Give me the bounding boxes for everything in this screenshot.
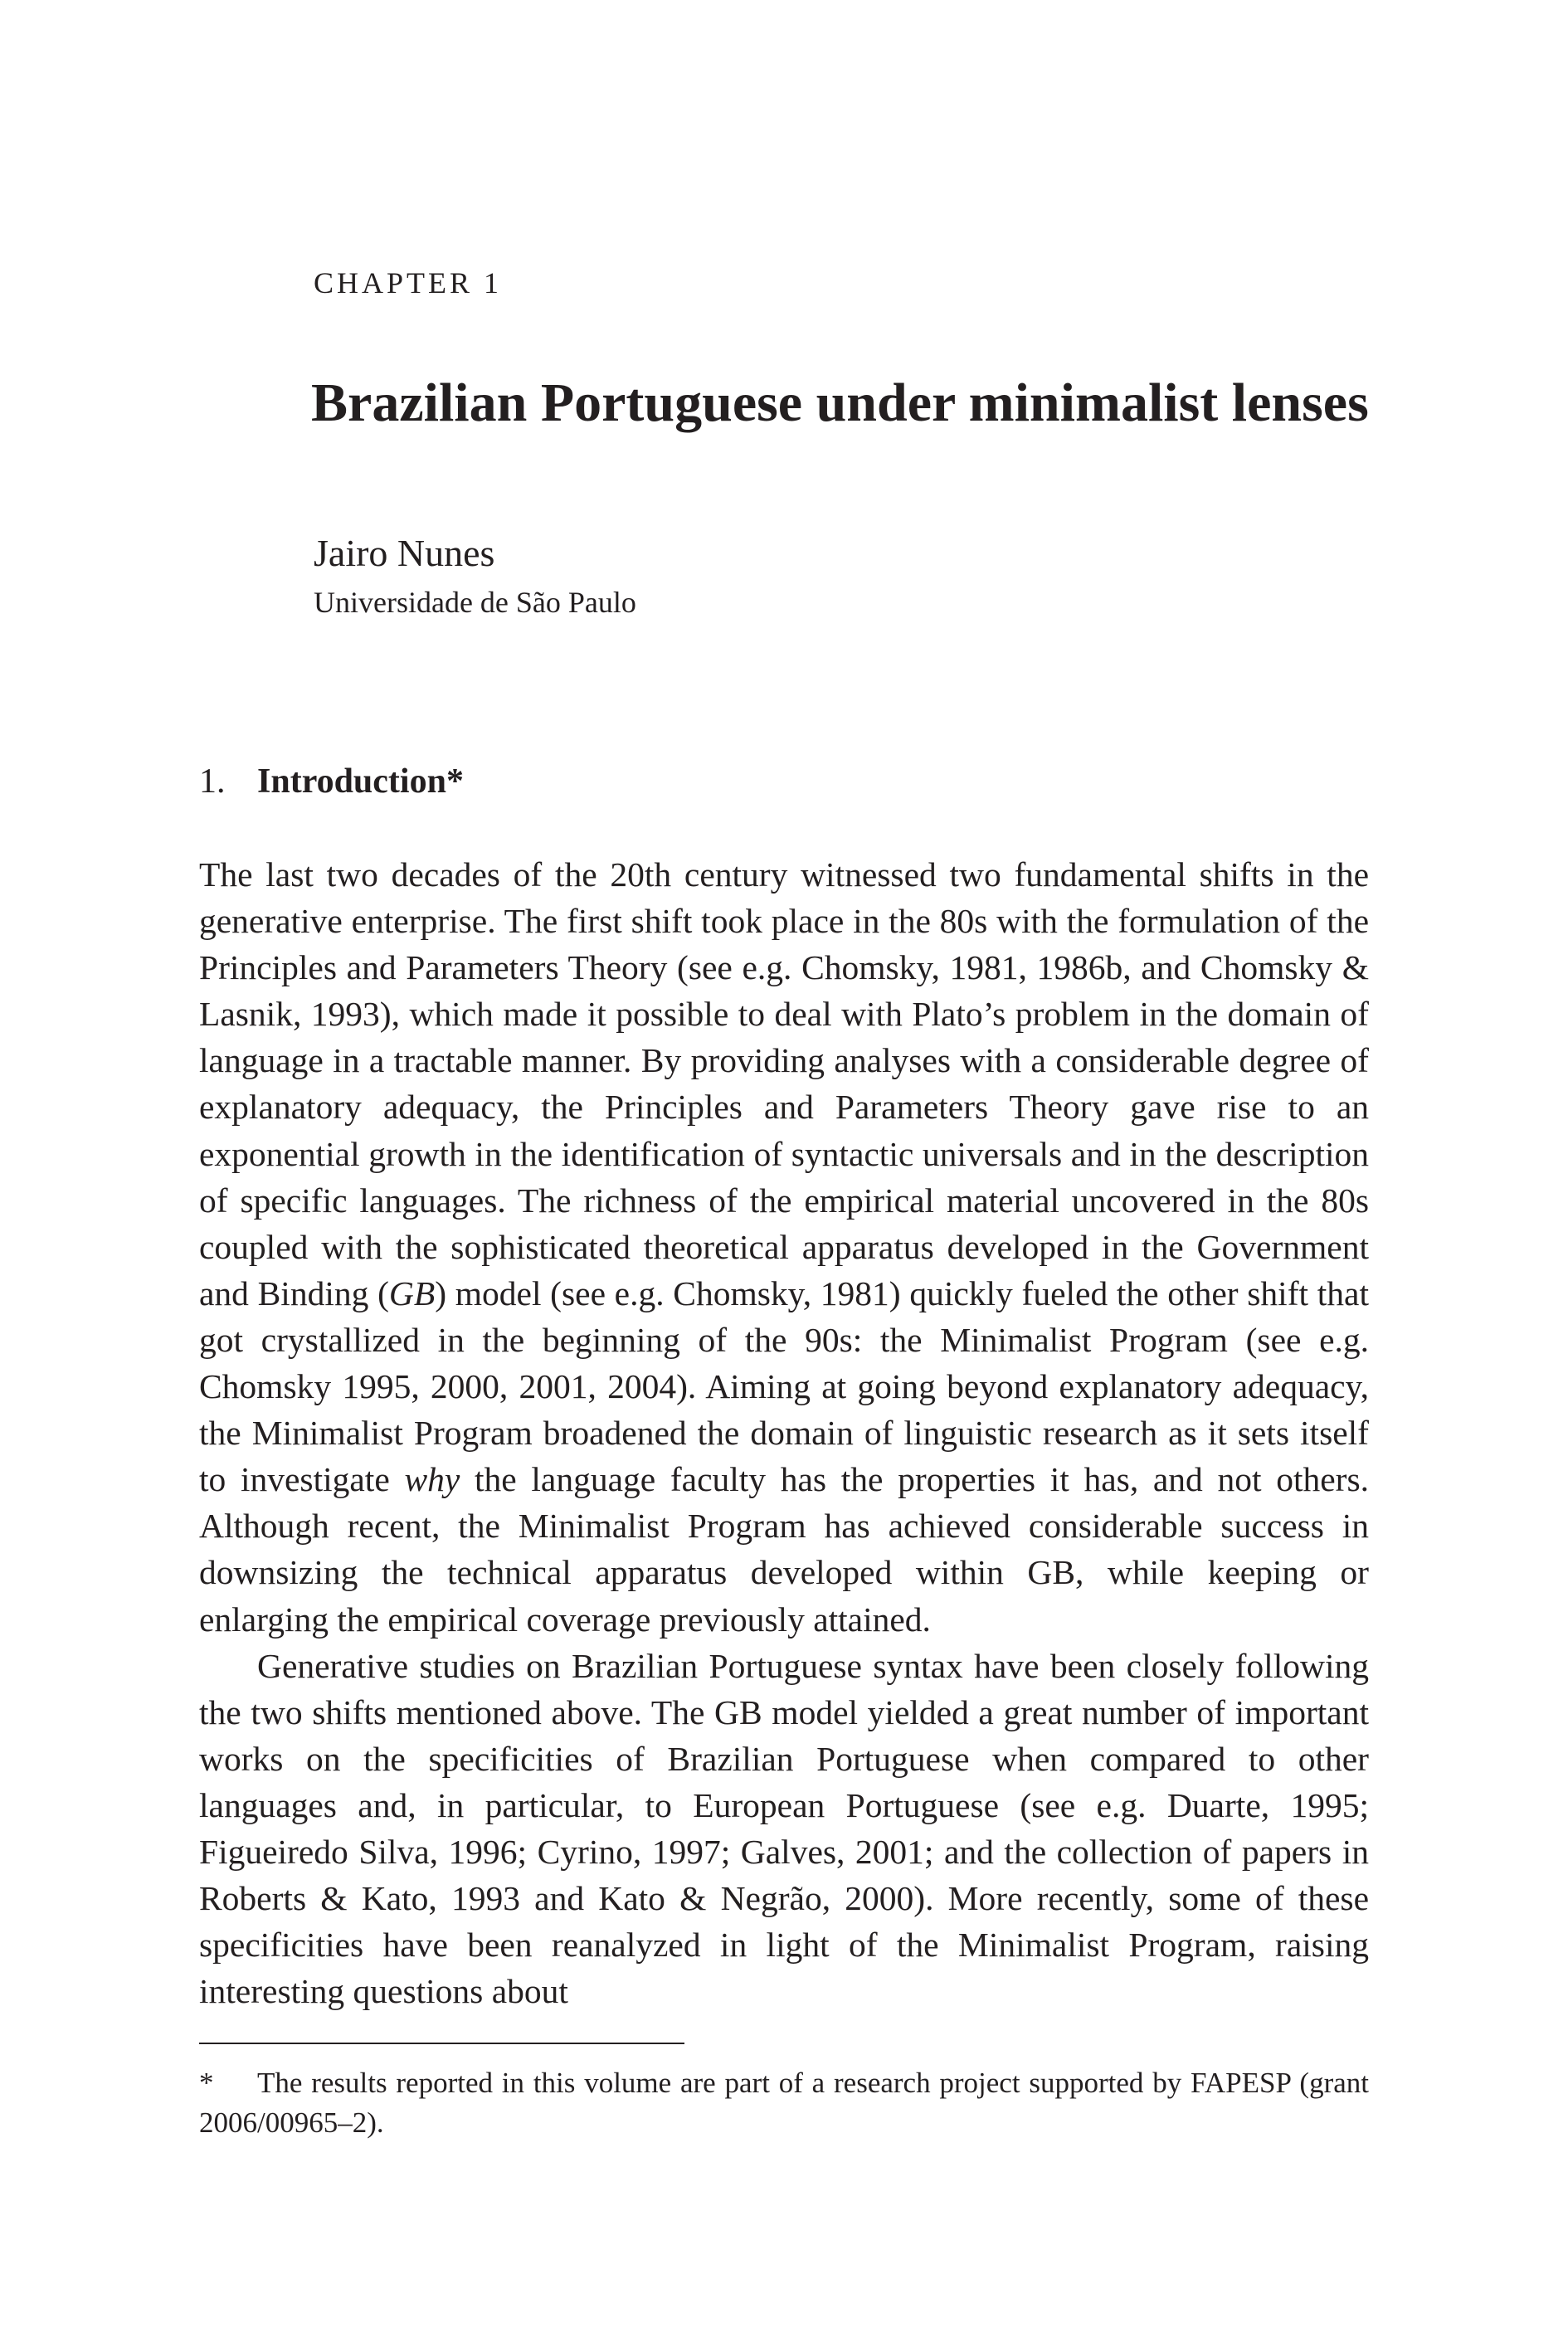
text-segment: Generative studies on Brazilian Portuguese syntax have been closely following the two shifts mentioned above. The GB model yielded a great number of important works on the specificities of Brazilian Portuguese when compared to other languages and, in particular, to European Portuguese (see e.g. Duarte, 1995; Figueiredo Silva, 1996; Cyrino, 1997; Galves, 2001; and the collection of papers in Roberts & Kato, 1993 and Kato & Negrão, 2000). More recently, some of these specificities have been reanalyzed in light of the Minimalist Program, raising interesting questions about [199,1646,1369,2011]
paragraph [199,851,1369,1643]
footnote-mark: * [199,2067,214,2099]
chapter-label: CHAPTER 1 [314,266,503,299]
chapter-title: Brazilian Portuguese under minimalist lenses [311,373,1369,433]
text-segment: ) model (see e.g. Chomsky, 1981) quickly fueled the other shift that got crystallized in the beginning of the 90s: the Minimalist Program (see e.g. Chomsky 1995, 2000, 2001, 2004). Aiming at going beyond explanatory adequacy, the Minimalist Program broadened the domain of linguistic research as it sets itself to investigate [199,1273,1369,1499]
author-affiliation: Universidade de São Paulo [314,586,636,619]
text-segment-italic: why [404,1460,460,1499]
text-segment-italic: GB [388,1273,436,1312]
footnote-divider [199,2043,684,2044]
section-number: 1. [199,762,226,801]
text-segment: The last two decades of the 20th century witnessed two fundamental shifts in the generative enterprise. The first shift took place in the 80s with the formulation of the Principles and Parameters Theory (see e.g. Chomsky, 1981, 1986b, and Chomsky & Lasnik, 1993), which made it possible to deal with Plato’s problem in the domain of language in a tractable manner. By providing analyses with a considerable degree of explanatory adequacy, the Principles and Parameters Theory gave rise to an exponential growth in the identification of syntactic universals and in the description of specific languages. The richness of the empirical material uncovered in the 80s coupled with the sophisticated theoretical apparatus developed in the Government and Binding ( [199,855,1369,1312]
section-title: Introduction* [257,762,464,801]
body-text [199,851,1369,2014]
text-segment: the language faculty has the properties it has, and not others. Although recent, the Minimalist Program has achieved considerable success in downsizing the technical apparatus developed within GB, while keeping or enlarging the empirical coverage previously attained. [199,1460,1369,1639]
author-name: Jairo Nunes [314,532,495,574]
footnote-text: The results reported in this volume are part of a research project supported by FAPESP (grant 2006/00965–2). [199,2067,1369,2139]
paragraph [199,1643,1369,2015]
section-heading [199,762,464,801]
footnote [199,2063,1369,2143]
